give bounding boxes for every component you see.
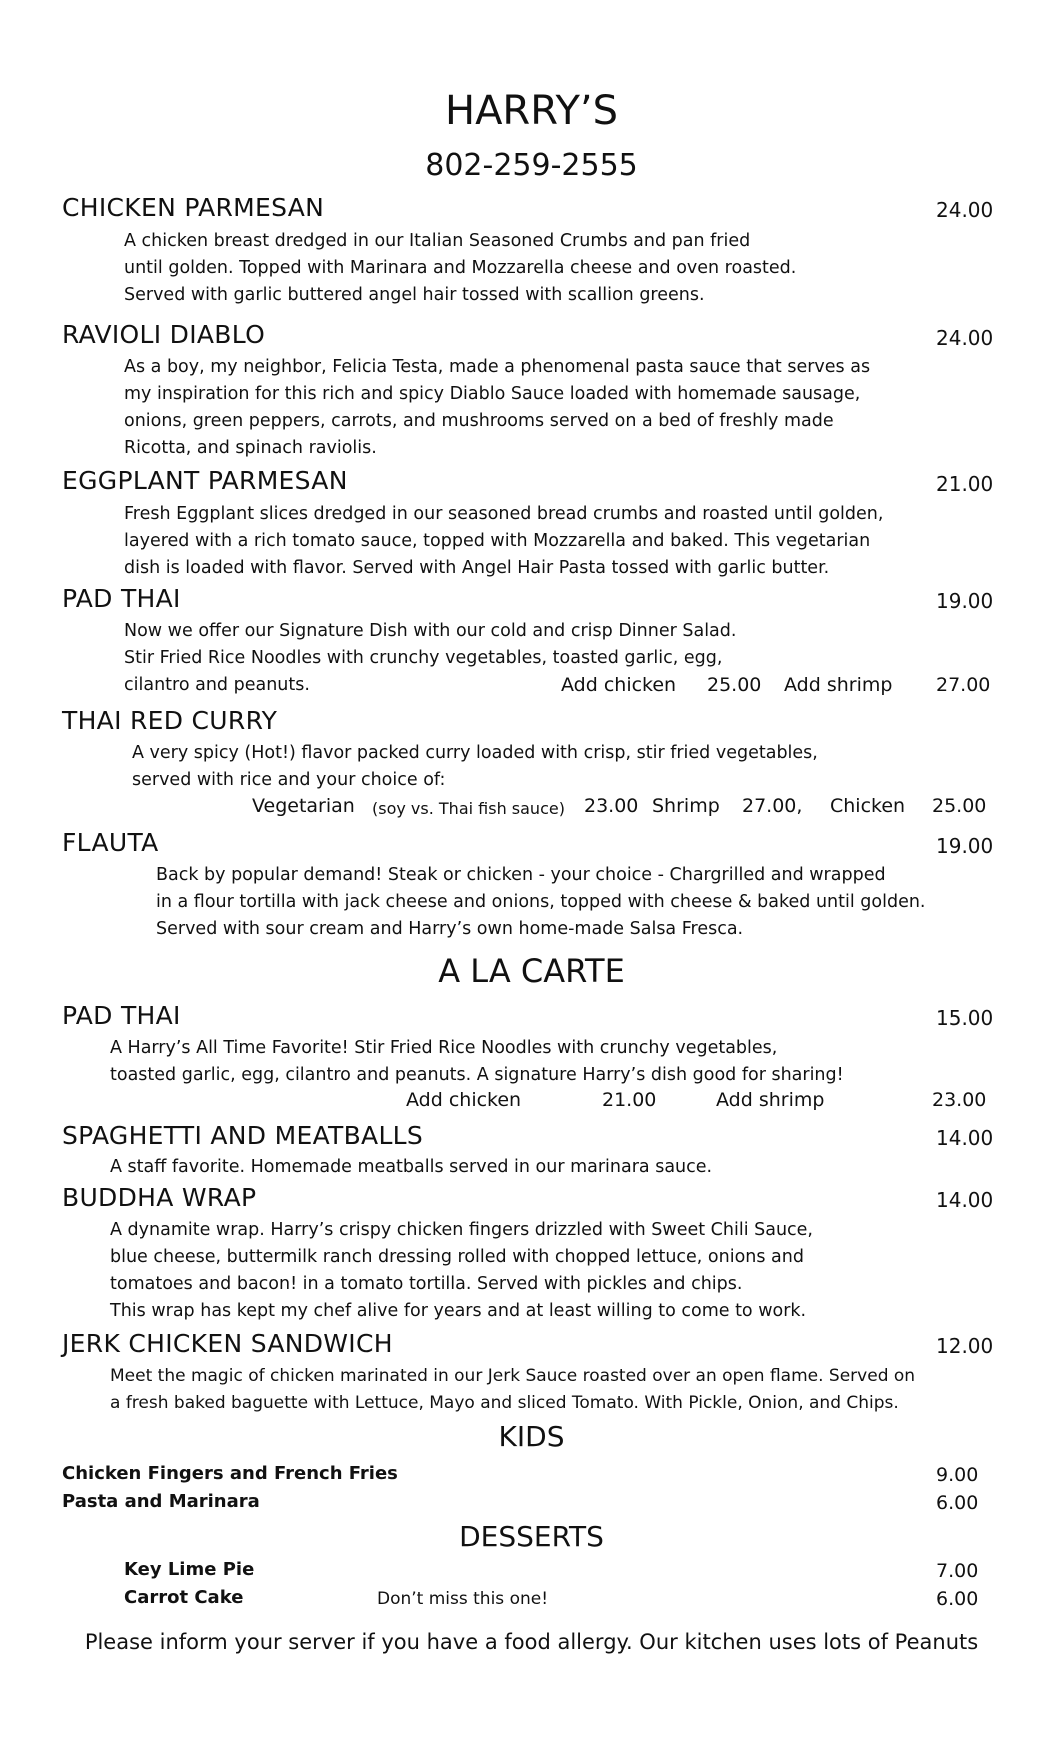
add-shrimp-price: 27.00 [936,674,991,696]
dish-name-chicken-parmesan: CHICKEN PARMESAN [62,193,325,222]
allergy-notice: Please inform your server if you have a food allergy. Our kitchen uses lots of Peanuts [84,1630,979,1654]
dish-price-ravioli-diablo: 24.00 [936,326,994,350]
phone-number: 802-259-2555 [425,148,638,183]
add-shrimp-label: Add shrimp [784,674,893,696]
section-title-a-la-carte: A LA CARTE [438,952,625,990]
kids-price-chicken-fingers: 9.00 [936,1464,979,1486]
dish-description-ravioli-diablo: As a boy, my neighbor, Felicia Testa, made a phenomenal pasta sauce that serves as my inspiration for this rich and spicy Diablo Sauce loaded with homemade sausage, onions, green peppers, carrots, and mushrooms served on a bed of freshly made Ricotta, and spinach raviolis. [124,357,871,458]
dish-name-pad-thai: PAD THAI [62,584,181,613]
curry-vegetarian-price: 23.00 [584,795,639,817]
dessert-price-key-lime-pie: 7.00 [936,1560,979,1582]
curry-vegetarian-note: (soy vs. Thai fish sauce) [372,799,565,818]
dessert-note-carrot-cake: Don’t miss this one! [377,1589,549,1609]
a-la-carte-name-buddha-wrap: BUDDHA WRAP [62,1183,257,1212]
dish-description-flauta: Back by popular demand! Steak or chicken - your choice - Chargrilled and wrapped in a flour tortilla with jack cheese and onions, topped with cheese & baked until golden. Served with sour cream and Harry’s own home-made Salsa Fresca. [156,865,926,939]
a-la-carte-description-jerk-chicken: Meet the magic of chicken marinated in our Jerk Sauce roasted over an open flame. Served on a fresh baked baguette with Lettuce, Mayo and sliced Tomato. With Pickle, Onion, and Chips. [110,1366,916,1413]
dish-price-flauta: 19.00 [936,834,994,858]
dish-name-eggplant-parmesan: EGGPLANT PARMESAN [62,466,348,495]
restaurant-name: HARRY’S [444,88,618,134]
add-chicken-price: 25.00 [707,674,762,696]
dish-description-thai-red-curry: A very spicy (Hot!) flavor packed curry loaded with crisp, stir fried vegetables, served with rice and your choice of: [132,743,818,790]
add-chicken-label: Add chicken [561,674,677,696]
curry-option-chicken: Chicken [830,795,906,817]
a-la-carte-price-spaghetti: 14.00 [936,1126,994,1150]
dish-name-ravioli-diablo: RAVIOLI DIABLO [62,320,266,349]
curry-option-shrimp: Shrimp [652,795,720,817]
a-la-carte-name-jerk-chicken: JERK CHICKEN SANDWICH [62,1329,393,1358]
dish-description-pad-thai: Now we offer our Signature Dish with our cold and crisp Dinner Salad. Stir Fried Rice Noodles with crunchy vegetables, toasted garlic, egg, cilantro and peanuts. [124,621,737,695]
a-la-carte-name-spaghetti: SPAGHETTI AND MEATBALLS [62,1121,424,1150]
a-la-carte-add-chicken-price: 21.00 [602,1089,657,1111]
a-la-carte-description-pad-thai: A Harry’s All Time Favorite! Stir Fried Rice Noodles with crunchy vegetables, toasted garlic, egg, cilantro and peanuts. A signature Harry’s dish good for sharing! [110,1038,844,1085]
a-la-carte-description-buddha-wrap: A dynamite wrap. Harry’s crispy chicken fingers drizzled with Sweet Chili Sauce, blue cheese, buttermilk ranch dressing rolled with chopped lettuce, onions and tomatoes and bacon! in a tomato tortilla. Served with pickles and chips. This wrap has kept my chef alive for years and at least willing to come to work. [110,1220,813,1321]
a-la-carte-price-buddha-wrap: 14.00 [936,1188,994,1212]
dessert-item-key-lime-pie: Key Lime Pie [124,1559,255,1580]
kids-price-pasta-marinara: 6.00 [936,1492,979,1514]
dish-price-chicken-parmesan: 24.00 [936,198,994,222]
a-la-carte-add-chicken-label: Add chicken [406,1089,522,1111]
section-title-kids: KIDS [498,1420,565,1453]
kids-item-chicken-fingers: Chicken Fingers and French Fries [62,1463,398,1484]
a-la-carte-add-shrimp-label: Add shrimp [716,1089,825,1111]
dessert-price-carrot-cake: 6.00 [936,1588,979,1610]
a-la-carte-add-shrimp-price: 23.00 [932,1089,987,1111]
a-la-carte-price-pad-thai: 15.00 [936,1006,994,1030]
dish-name-thai-red-curry: THAI RED CURRY [62,706,278,735]
a-la-carte-price-jerk-chicken: 12.00 [936,1334,994,1358]
a-la-carte-description-spaghetti: A staff favorite. Homemade meatballs served in our marinara sauce. [110,1157,713,1177]
a-la-carte-name-pad-thai: PAD THAI [62,1001,181,1030]
curry-chicken-price: 25.00 [932,795,987,817]
dish-name-flauta: FLAUTA [62,828,159,857]
dish-price-pad-thai: 19.00 [936,589,994,613]
curry-shrimp-price: 27.00, [742,795,803,817]
dish-description-eggplant-parmesan: Fresh Eggplant slices dredged in our seasoned bread crumbs and roasted until golden, layered with a rich tomato sauce, topped with Mozzarella and baked. This vegetarian dish is loaded with flavor. Served with Angel Hair Pasta tossed with garlic butter. [124,504,884,578]
kids-item-pasta-marinara: Pasta and Marinara [62,1491,260,1512]
curry-option-vegetarian: Vegetarian [252,795,355,817]
dish-price-eggplant-parmesan: 21.00 [936,472,994,496]
dessert-item-carrot-cake: Carrot Cake [124,1587,244,1608]
dish-description-chicken-parmesan: A chicken breast dredged in our Italian Seasoned Crumbs and pan fried until golden. Topped with Marinara and Mozzarella cheese and oven roasted. Served with garlic buttered angel hair tossed with scallion greens. [124,231,797,305]
section-title-desserts: DESSERTS [459,1520,604,1553]
